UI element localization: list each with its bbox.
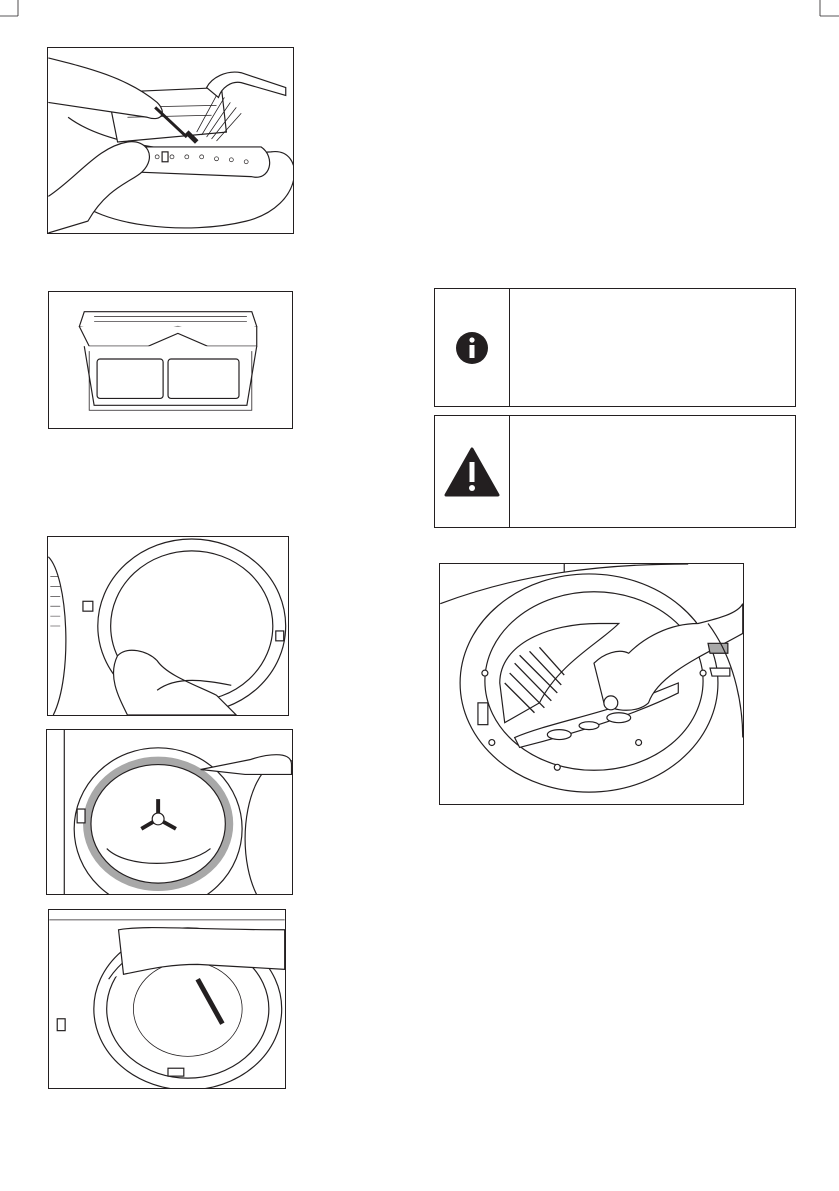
warning-text [510,416,795,527]
warning-icon [444,447,500,497]
warning-icon-cell [435,416,510,527]
info-notice [434,288,796,407]
figure-lint-filter [48,291,293,429]
info-text [510,289,795,406]
warning-notice [434,415,796,528]
info-icon [455,331,489,365]
figure-brushing-filter [47,47,294,234]
crop-marks [0,0,839,40]
info-icon-cell [435,289,510,406]
figure-wiping-door [47,536,289,716]
figure-cleaning-seal [46,729,293,895]
figure-cleaning-sensors [439,563,744,805]
figure-cleaning-drum [48,909,286,1089]
